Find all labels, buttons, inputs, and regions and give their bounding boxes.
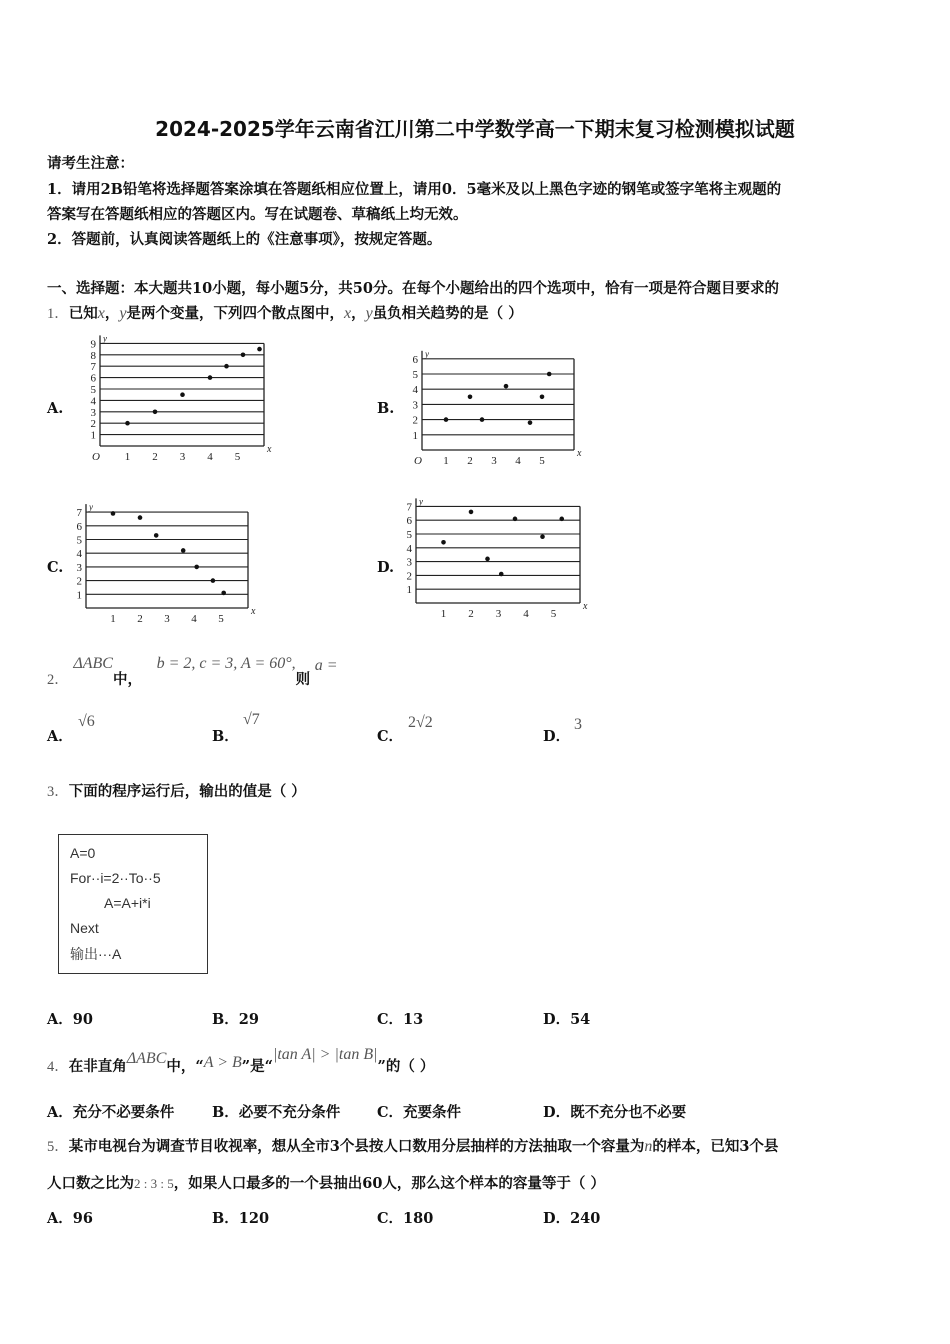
q5-option-a (47, 1207, 93, 1228)
q5-text-b: 的样本，已知3个县 (652, 1138, 779, 1155)
q4-cond-2: |tan A| > |tan B| (272, 1046, 378, 1063)
q3-option-b-label: B． (212, 1011, 239, 1028)
scatter-point (125, 421, 130, 426)
y-tick-label: 6 (90, 372, 96, 385)
scatter-point (153, 410, 158, 415)
q5-option-d (543, 1207, 600, 1228)
program-line-3: A=A+i*i (104, 895, 151, 911)
x-tick-label: 4 (523, 608, 529, 620)
question-3 (47, 780, 306, 801)
q2-option-b-label: B． (212, 728, 239, 745)
y-tick-label: 6 (76, 520, 82, 533)
q5-text-c: 人口数之比为 (47, 1175, 134, 1192)
x-tick-label: 5 (539, 455, 545, 467)
y-tick-label: 2 (90, 418, 96, 431)
x-tick-label: 2 (468, 608, 474, 620)
x-tick-label: 3 (491, 455, 497, 467)
q4-option-c (377, 1101, 461, 1122)
q3-option-a-label: A． (47, 1011, 73, 1028)
y-tick-label: 3 (406, 556, 412, 569)
q5-option-b-label: B． (212, 1210, 239, 1227)
scatter-point (540, 395, 545, 400)
q1-text-c: 虽负相关趋势的是（ ） (372, 305, 523, 322)
y-tick-label: 1 (412, 429, 418, 442)
y-tick-label: 2 (406, 570, 412, 583)
scatter-point (181, 548, 186, 553)
x-axis-label: x (267, 444, 272, 455)
q4-option-d (543, 1101, 686, 1122)
question-4 (47, 1046, 434, 1076)
q3-text: 下面的程序运行后，输出的值是（ ） (68, 783, 306, 800)
scatter-point (444, 417, 449, 422)
scatter-point (513, 517, 518, 522)
q3-option-b (212, 1008, 259, 1029)
y-tick-label: 1 (406, 584, 412, 597)
x-tick-label: 2 (467, 455, 473, 467)
y-tick-label: 3 (412, 399, 418, 412)
notice-heading: 请考生注意： (47, 155, 134, 172)
scatter-point (208, 375, 213, 380)
section-heading: 一、选择题：本大题共10小题，每小题5分，共50分。在每个小题给出的四个选项中，恰有一项是符合题目要求的 (47, 280, 779, 297)
scatter-point (528, 420, 533, 425)
q5-option-c-label: C． (377, 1210, 404, 1227)
q2-triangle: ΔABC (73, 655, 113, 672)
y-tick-label: 7 (406, 501, 412, 514)
q1-text-b: 是两个变量，下列四个散点图中， (126, 305, 344, 322)
scatter-point (138, 515, 143, 520)
scatter-point (480, 417, 485, 422)
q4-option-a-value: 充分不必要条件 (72, 1104, 175, 1121)
notice-line-1b: 答案写在答题纸相应的答题区内。写在试题卷、草稿纸上均无效。 (47, 206, 468, 223)
scatter-point (211, 578, 216, 583)
scatter-point (468, 395, 473, 400)
notice-line-1: 1．请用2B铅笔将选择题答案涂填在答题纸相应位置上，请用0．5毫米及以上黑色字迹的钢笔或签字笔将主观题的 (47, 181, 782, 198)
q4-option-c-label: C． (377, 1104, 404, 1121)
question-5-line-1 (47, 1135, 778, 1156)
x-tick-label: 1 (124, 451, 131, 463)
q3-option-d-value: 54 (570, 1011, 591, 1028)
y-tick-label: 7 (76, 507, 82, 520)
y-tick-label: 2 (412, 414, 418, 427)
q2-number: 2． (47, 672, 69, 688)
scatter-point (241, 353, 246, 358)
y-tick-label: 4 (76, 548, 82, 561)
q1-text-a: 已知 (68, 305, 98, 322)
question-5-line-2 (47, 1172, 605, 1193)
scatter-point (180, 392, 185, 397)
x-tick-label: 3 (164, 613, 170, 625)
x-tick-label: 4 (207, 451, 213, 463)
y-tick-label: 8 (90, 349, 96, 362)
x-tick-label: 2 (152, 451, 158, 463)
q1-option-c-label: C. (47, 559, 64, 576)
scatter-point (111, 511, 116, 516)
q4-option-a-label: A． (47, 1104, 73, 1121)
q4-option-b-value: 必要不充分条件 (238, 1104, 341, 1121)
question-1 (47, 302, 523, 323)
q2-ze: 则 (295, 671, 311, 688)
q1-var-x2: x (343, 305, 352, 322)
q4-triangle: ΔABC (126, 1050, 167, 1067)
notice-line-2: 2．答题前，认真阅读答题纸上的《注意事项》，按规定答题。 (47, 231, 442, 248)
scatter-plot-b (400, 348, 580, 466)
scatter-point (547, 372, 552, 377)
q1-number: 1． (47, 306, 69, 322)
x-tick-label: 1 (443, 455, 449, 467)
q2-option-d-label: D． (543, 728, 571, 745)
x-tick-label: 3 (495, 608, 502, 620)
x-axis-label: x (577, 448, 582, 459)
q1-option-b-label: B. (377, 400, 395, 417)
y-tick-label: 1 (76, 589, 82, 602)
scatter-point (221, 591, 226, 596)
y-tick-label: 3 (76, 561, 82, 574)
scatter-point (540, 534, 545, 539)
q5-option-b (212, 1207, 269, 1228)
q5-option-a-label: A． (47, 1210, 73, 1227)
y-tick-label: 5 (76, 534, 82, 547)
x-axis-label: x (583, 601, 588, 612)
q4-cond-1: A > B (203, 1054, 242, 1071)
q5-var-n: n (644, 1138, 653, 1155)
q3-option-c-value: 13 (403, 1011, 424, 1028)
q1-comma: ， (104, 305, 120, 322)
q4-option-b-label: B． (212, 1104, 239, 1121)
y-tick-label: 2 (76, 575, 82, 588)
q1-comma2: ， (351, 305, 366, 322)
q3-option-d (543, 1008, 590, 1029)
scatter-plot-c (72, 500, 262, 624)
q2-option-a-label: A． (47, 728, 73, 745)
x-tick-label: 1 (440, 608, 447, 620)
y-tick-label: 5 (90, 384, 96, 396)
y-tick-label: 4 (406, 542, 412, 555)
q4-text-b: 中，“ (166, 1058, 204, 1075)
q2-a-equals: a = (314, 657, 338, 674)
y-tick-label: 5 (406, 529, 412, 541)
origin-label: O (414, 455, 422, 467)
q2-option-c-value: 2√2 (408, 714, 433, 731)
program-box (58, 834, 208, 974)
y-tick-label: 6 (412, 353, 418, 366)
q4-option-d-value: 既不充分也不必要 (570, 1104, 687, 1121)
origin-label: O (92, 451, 100, 463)
scatter-plot-a (80, 333, 280, 466)
q1-var-x: x (97, 305, 105, 322)
scatter-point (194, 565, 199, 570)
scatter-point (559, 517, 564, 522)
y-tick-label: 4 (90, 395, 96, 408)
q3-option-a-value: 90 (72, 1011, 93, 1028)
q5-option-d-value: 240 (570, 1210, 601, 1227)
scatter-point (485, 557, 490, 562)
scatter-point (499, 572, 504, 577)
program-line-5: 输出···A (70, 946, 122, 962)
q4-text-c: ”是“ (241, 1058, 273, 1075)
q2-conditions: b = 2, c = 3, A = 60°, (156, 655, 296, 672)
q2-option-d-value: 3 (574, 716, 582, 733)
y-axis-label: y (89, 502, 93, 513)
program-line-4: Next (70, 920, 99, 936)
q4-text-d: ”的（ ） (377, 1058, 435, 1075)
q5-ratio: 2 : 3 : 5 (134, 1176, 174, 1191)
q4-option-a (47, 1101, 174, 1122)
q5-option-c (377, 1207, 433, 1228)
q4-text-a: 在非直角 (68, 1058, 127, 1075)
y-tick-label: 9 (90, 338, 96, 351)
y-axis-label: y (425, 348, 429, 359)
q3-number: 3． (47, 784, 69, 800)
scatter-point (154, 533, 159, 538)
scatter-plot-d (400, 496, 592, 618)
q4-option-c-value: 充要条件 (403, 1104, 462, 1121)
q1-var-y: y (119, 305, 127, 322)
y-tick-label: 5 (412, 369, 418, 381)
x-tick-label: 5 (550, 608, 557, 620)
q5-text-a: 某市电视台为调查节目收视率，想从全市3个县按人口数用分层抽样的方法抽取一个容量为 (68, 1138, 645, 1155)
q3-option-c (377, 1008, 423, 1029)
scatter-point (504, 384, 509, 389)
y-tick-label: 3 (90, 406, 96, 419)
y-axis-label: y (419, 496, 423, 507)
q3-option-c-label: C． (377, 1011, 404, 1028)
q5-option-a-value: 96 (72, 1210, 93, 1227)
q3-option-a (47, 1008, 93, 1029)
program-line-2: For··i=2··To··5 (70, 870, 161, 886)
q1-option-a-label: A. (47, 400, 64, 417)
q3-option-b-value: 29 (238, 1011, 259, 1028)
y-tick-label: 7 (90, 361, 96, 374)
q2-option-a-value: √6 (78, 713, 95, 730)
q5-number: 5． (47, 1139, 69, 1155)
scatter-point (224, 364, 229, 369)
scatter-point (441, 540, 446, 545)
q2-zhong: 中， (112, 671, 142, 688)
x-axis-label: x (251, 606, 256, 617)
q5-text-d: ，如果人口最多的一个县抽出60人，那么这个样本的容量等于（ ） (173, 1175, 605, 1192)
question-2 (47, 655, 338, 689)
scatter-point (469, 510, 474, 515)
scatter-point (257, 347, 262, 352)
program-line-1: A=0 (70, 845, 96, 861)
y-tick-label: 4 (412, 384, 418, 397)
y-tick-label: 1 (90, 429, 96, 442)
y-axis-label: y (103, 333, 107, 344)
x-tick-label: 1 (110, 613, 116, 625)
q2-option-b-value: √7 (243, 711, 260, 728)
x-tick-label: 5 (218, 613, 224, 625)
x-tick-label: 5 (234, 451, 241, 463)
q5-option-d-label: D． (543, 1210, 571, 1227)
y-tick-label: 6 (406, 515, 412, 528)
q1-option-d-label: D. (377, 559, 395, 576)
page-title: 2024-2025学年云南省江川第二中学数学高一下期末复习检测模拟试题 (155, 117, 795, 141)
q4-number: 4． (47, 1059, 69, 1075)
q3-option-d-label: D． (543, 1011, 571, 1028)
x-tick-label: 4 (191, 613, 197, 625)
x-tick-label: 4 (515, 455, 521, 467)
q2-option-c-label: C． (377, 728, 404, 745)
q5-option-b-value: 120 (238, 1210, 270, 1227)
x-tick-label: 3 (179, 451, 186, 463)
q5-option-c-value: 180 (403, 1210, 434, 1227)
q1-var-y2: y (365, 305, 373, 322)
q4-option-d-label: D． (543, 1104, 571, 1121)
x-tick-label: 2 (137, 613, 143, 625)
q4-option-b (212, 1101, 340, 1122)
